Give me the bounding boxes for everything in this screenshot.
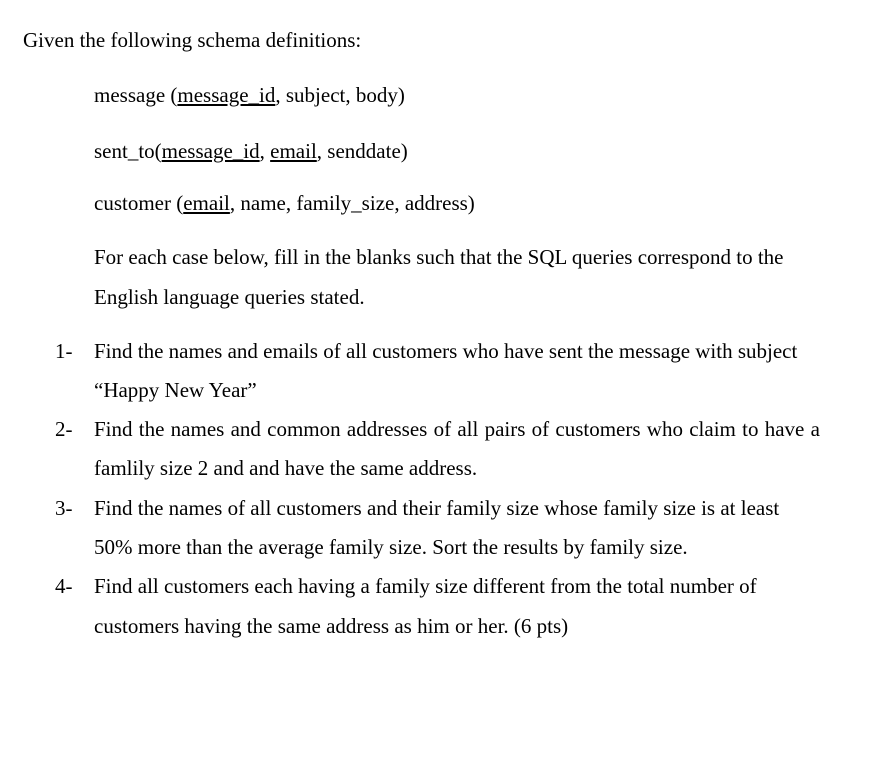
intro-text: Given the following schema definitions:	[23, 28, 362, 52]
schema-message-name: message (	[94, 83, 178, 107]
schema-customer-attributes: , name, family_size, address)	[229, 191, 475, 215]
schema-sent-to-key-email: email	[270, 139, 317, 163]
schema-customer-key-email: email	[183, 191, 230, 215]
question-2-number: 2-	[55, 417, 73, 441]
instructions-line-1: For each case below, fill in the blanks such that the SQL queries correspond to the	[94, 245, 784, 269]
schema-sent-to-separator: ,	[259, 139, 271, 163]
schema-message-key-message-id: message_id	[177, 83, 276, 107]
question-1-line-2: “Happy New Year”	[94, 378, 257, 402]
schema-message-attributes: , subject, body)	[275, 83, 405, 107]
schema-sent-to-name: sent_to(	[94, 139, 162, 163]
question-1-line-1: Find the names and emails of all customers who have sent the message with subject	[94, 339, 798, 363]
schema-sent-to-key-message-id: message_id	[161, 139, 260, 163]
question-1-number: 1-	[55, 339, 73, 363]
schema-message	[94, 85, 405, 106]
instructions-line-2: English language queries stated.	[94, 285, 365, 309]
schema-customer-name: customer (	[94, 191, 184, 215]
question-2-line-2: famlily size 2 and and have the same address.	[94, 456, 478, 480]
schema-sent-to-attributes: , senddate)	[316, 139, 408, 163]
question-2-line-1: Find the names and common addresses of all pairs of customers who claim to have a	[94, 417, 820, 441]
question-4-line-2: customers having the same address as him or her. (6 pts)	[94, 614, 569, 638]
question-3-number: 3-	[55, 496, 73, 520]
question-3-line-1: Find the names of all customers and their family size whose family size is at least	[94, 496, 780, 520]
question-4-line-1: Find all customers each having a family size different from the total number of	[94, 574, 757, 598]
question-4-number: 4-	[55, 574, 73, 598]
question-3-line-2: 50% more than the average family size. Sort the results by family size.	[94, 535, 688, 559]
schema-customer	[94, 193, 475, 214]
schema-sent-to	[94, 141, 408, 162]
